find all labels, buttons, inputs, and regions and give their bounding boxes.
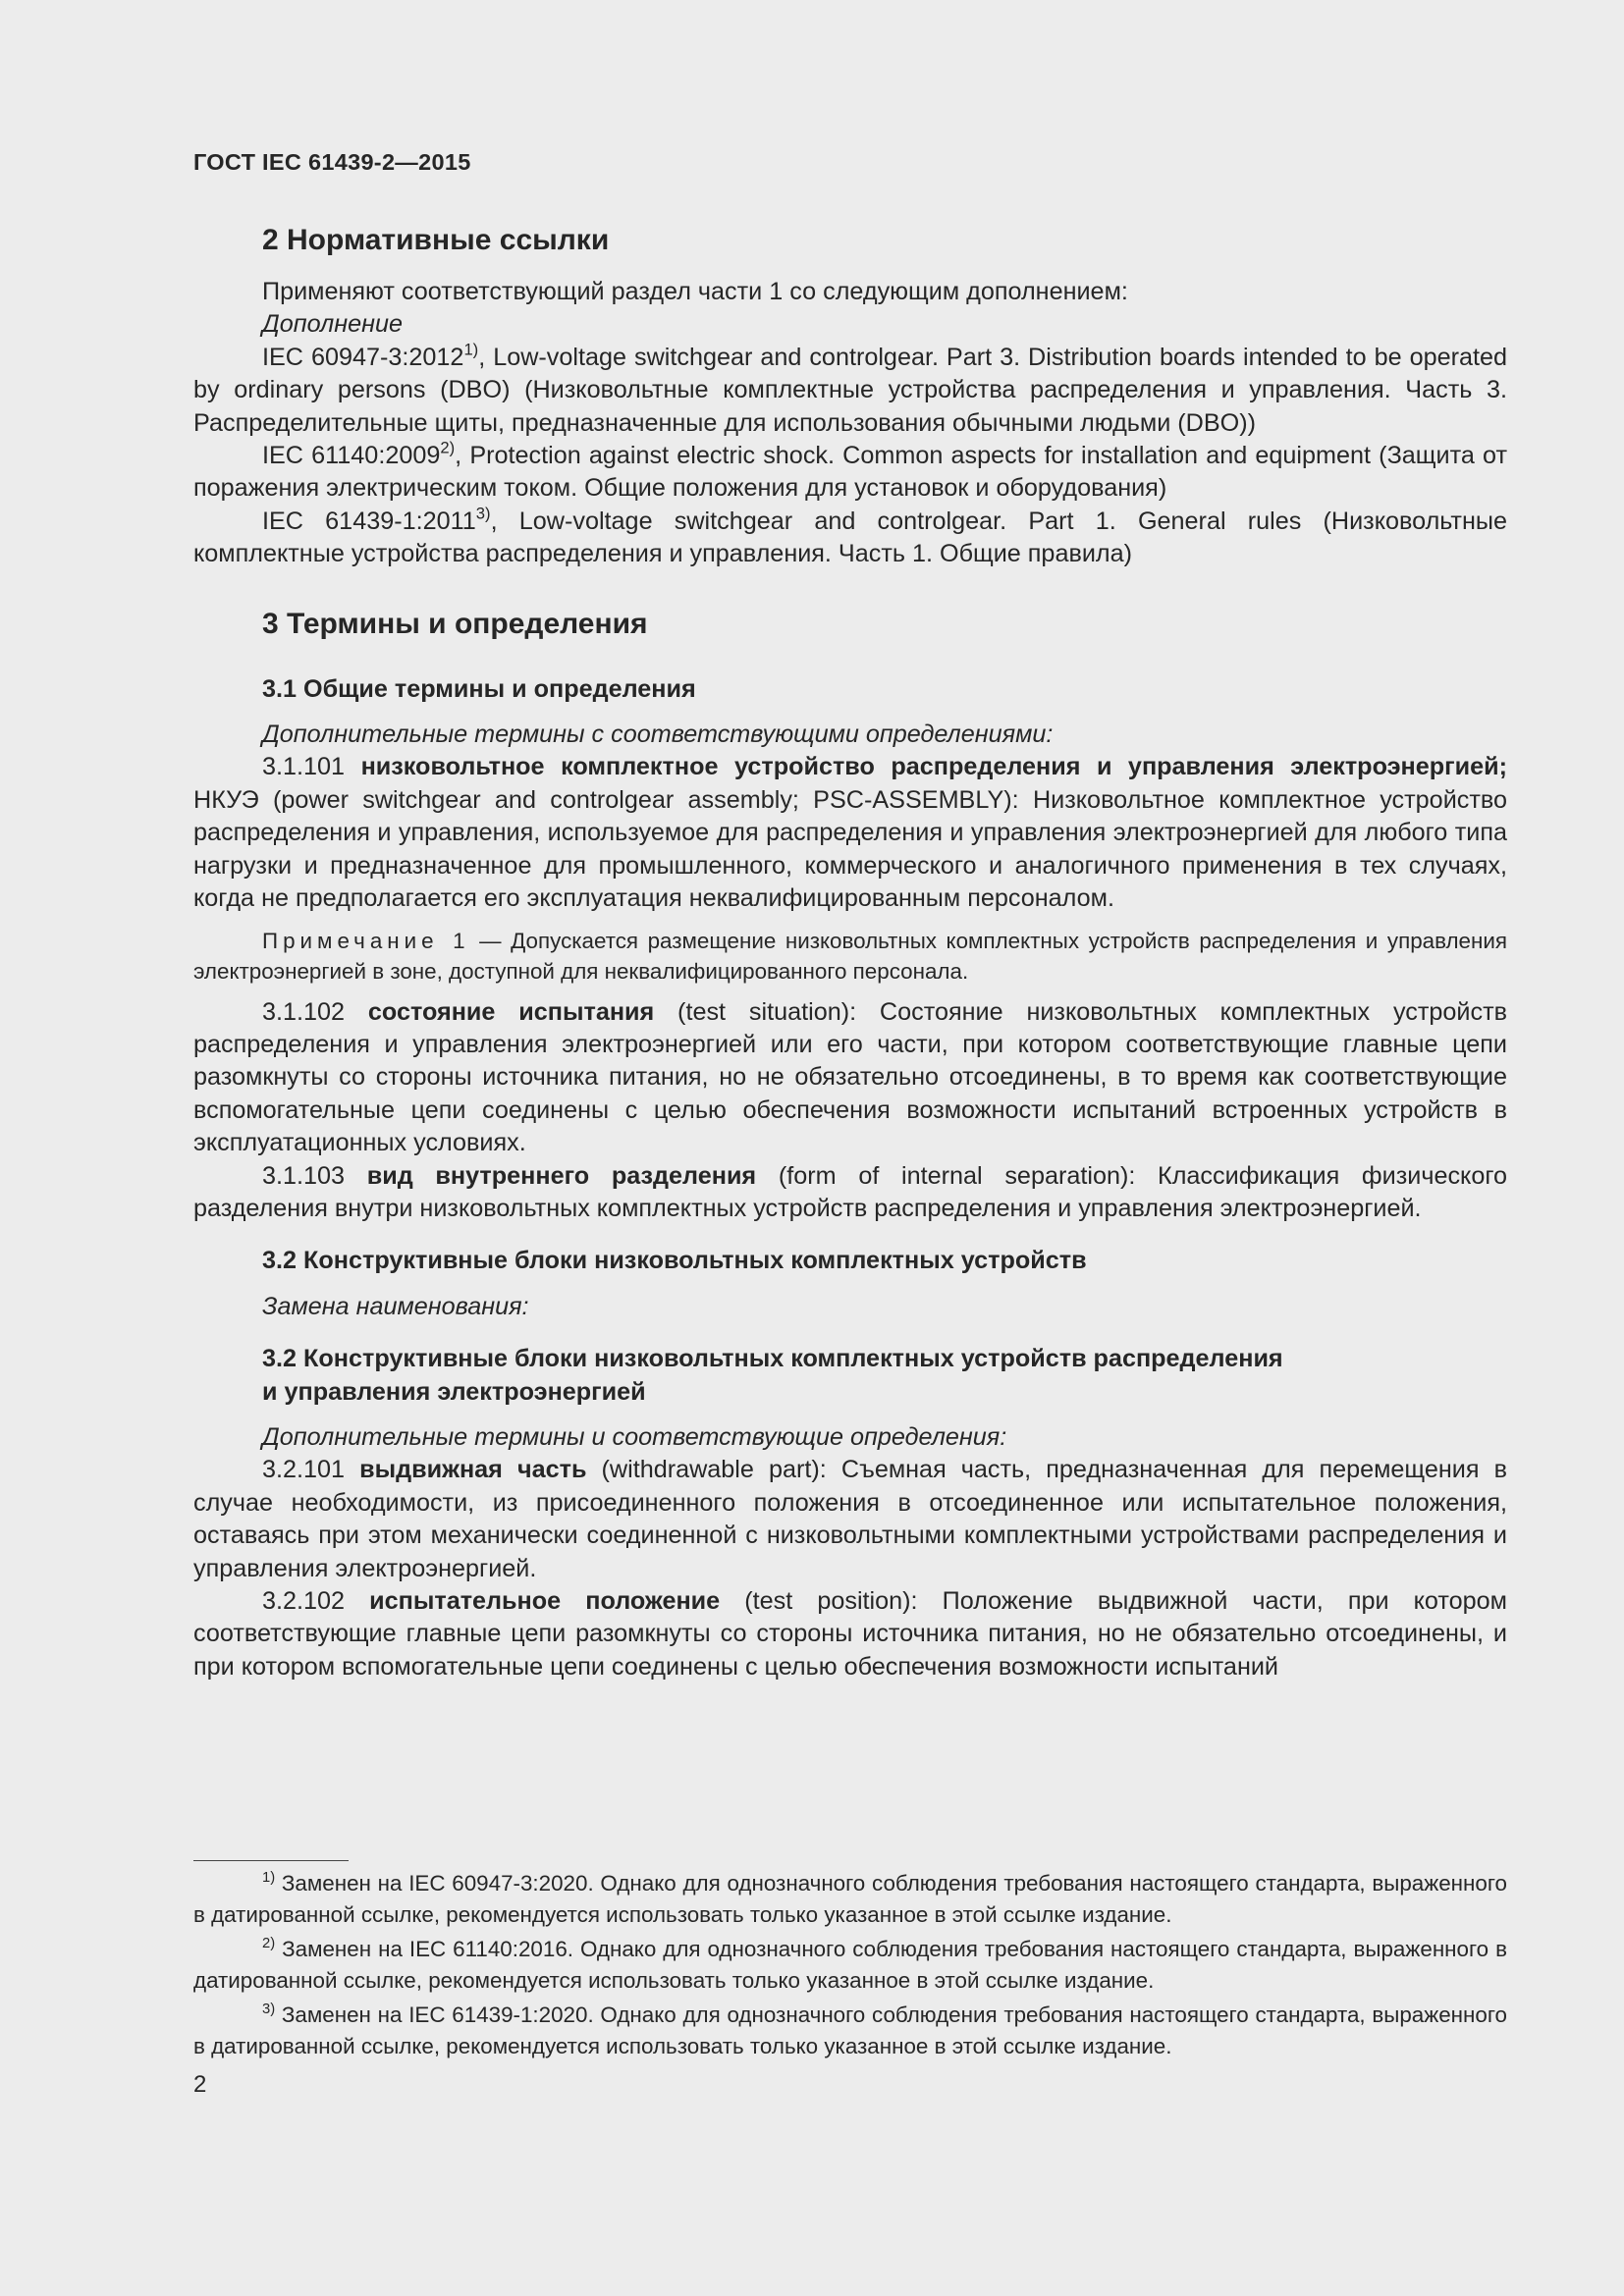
normative-ref-2 — [193, 440, 1507, 506]
normative-ref-1 — [193, 342, 1507, 440]
footnote-mark: 3) — [475, 504, 491, 523]
term-3-1-102 — [193, 996, 1507, 1160]
new-heading-line-2: и управления электроэнергией — [262, 1377, 646, 1406]
term-name: состояние испытания — [367, 997, 655, 1026]
ref-id: IEC 61140:2009 — [262, 442, 441, 470]
term-definition: НКУЭ (power switchgear and controlgear assembly; PSC-ASSEMBLY): Низковольтное комплектное устройство распределения и управления, используемое для распределения и управления электроэнергией для любого типа нагрузки и предназначенное для промышленного, коммерческого и аналогичного применения в тех случаях, когда не предполагается его эксплуатация неквалифицированным персоналом. — [193, 785, 1507, 913]
section-2-addition-label: Дополнение — [262, 310, 404, 339]
term-3-2-101 — [193, 1454, 1507, 1585]
section-2-heading: 2 Нормативные ссылки — [262, 224, 610, 256]
subsection-3-1-heading: 3.1 Общие термины и определения — [262, 674, 696, 703]
term-definition: (form of internal separation): Классификация физического разделения внутри низковольтных комплектных устройств распределения и управления электроэнергией. — [193, 1161, 1507, 1222]
subsection-3-2-heading: 3.2 Конструктивные блоки низковольтных комплектных устройств — [262, 1247, 1087, 1275]
footnote-divider — [193, 1860, 349, 1861]
footnote-mark: 2) — [262, 1935, 276, 1951]
footnote-mark: 2) — [440, 438, 456, 457]
term-name: испытательное положение — [369, 1587, 721, 1615]
section-2-intro: Применяют соответствующий раздел части 1 со следующим дополнением: — [262, 278, 1128, 305]
footnote-1 — [193, 1868, 1507, 1930]
ref-id: IEC 61439-1:2011 — [262, 507, 476, 535]
subsection-3-1-intro: Дополнительные термины с соответствующими определениями: — [262, 721, 1054, 749]
term-name: выдвижная часть — [359, 1456, 587, 1484]
term-definition: (withdrawable part): Съемная часть, предназначенная для перемещения в случае необходимости, из присоединенного положения в отсоединенное или испытательное положения, оставаясь при этом механически соединенной с низковольтными комплектными устройствами распределения и управления электроэнергией. — [193, 1456, 1507, 1582]
term-number: 3.2.101 — [262, 1456, 360, 1484]
subsection-3-2-new-heading — [193, 1343, 1507, 1409]
footnote-2 — [193, 1934, 1507, 1996]
footnote-text: Заменен на IEC 61439-1:2020. Однако для однозначного соблюдения требования настоящего стандарта, выраженного в датированной ссылке, рекомендуется использовать только указанное в этой ссылке издание. — [193, 2002, 1507, 2058]
footnotes — [193, 1868, 1507, 2065]
footnote-3 — [193, 2000, 1507, 2061]
term-definition: (test situation): Состояние низковольтных комплектных устройств распределения и управления электроэнергией или его части, при котором соответствующие главные цепи разомкнуты со стороны источника питания, но не обязательно отсоединены, в то время как соответствующие вспомогательные цепи соединены с целью обеспечения возможности испытаний встроенных устройств в эксплуатационных условиях. — [193, 997, 1507, 1157]
term-number: 3.1.101 — [262, 753, 361, 781]
note-label: Примечание — [262, 928, 439, 953]
footnote-mark: 3) — [262, 2001, 276, 2017]
term-number: 3.1.102 — [262, 997, 368, 1026]
footnote-text: Заменен на IEC 61140:2016. Однако для однозначного соблюдения требования настоящего стандарта, выраженного в датированной ссылке, рекомендуется использовать только указанное в этой ссылке издание. — [193, 1937, 1507, 1993]
term-number: 3.1.103 — [262, 1161, 367, 1190]
note-1 — [193, 926, 1507, 987]
ref-text: , Low-voltage switchgear and controlgear. Part 3. Distribution boards intended to be operated by ordinary persons (DBO) (Низковольтные комплектные устройства распределения и управления. Часть 3. Распределительные щиты, предназначенные для использования обычными людьми (DBO)) — [193, 343, 1508, 437]
footnote-text: Заменен на IEC 60947-3:2020. Однако для однозначного соблюдения требования настоящего стандарта, выраженного в датированной ссылке, рекомендуется использовать только указанное в этой ссылке издание. — [193, 1871, 1507, 1927]
term-name: низковольтное комплектное устройство распределения и управления электроэнергией; — [360, 753, 1507, 781]
ref-id: IEC 60947-3:2012 — [262, 343, 464, 371]
term-3-1-103 — [193, 1160, 1507, 1226]
new-heading-line-1: 3.2 Конструктивные блоки низковольтных комплектных устройств распределения — [262, 1345, 1283, 1373]
subsection-3-2-intro: Дополнительные термины и соответствующие определения: — [262, 1422, 1007, 1451]
ref-text: , Protection against electric shock. Common aspects for installation and equipment (Защита от поражения электрическим током. Общие положения для установок и оборудования) — [193, 442, 1507, 503]
section-3-heading: 3 Термины и определения — [262, 607, 648, 640]
term-3-2-102 — [193, 1585, 1507, 1683]
term-definition: (test position): Положение выдвижной части, при котором соответствующие главные цепи разомкнуты со стороны источника питания, но не обязательно отсоединены, и при котором вспомогательные цепи соединены с целью обеспечения возможности испытаний — [193, 1587, 1507, 1681]
normative-ref-3 — [193, 506, 1507, 571]
term-number: 3.2.102 — [262, 1587, 370, 1615]
term-3-1-101 — [193, 751, 1507, 915]
page-number: 2 — [193, 2071, 207, 2098]
term-name: вид внутреннего разделения — [366, 1161, 757, 1190]
replacement-label: Замена наименования: — [262, 1292, 529, 1320]
note-text: — Допускается размещение низковольтных комплектных устройств распределения и управления электроэнергией в зоне, доступной для неквалифицированного персонала. — [193, 928, 1507, 984]
document-header: ГОСТ IEC 61439-2—2015 — [193, 149, 471, 175]
footnote-mark: 1) — [463, 340, 479, 359]
ref-text: , Low-voltage switchgear and controlgear. Part 1. General rules (Низковольтные комплектные устройства распределения и управления. Часть 1. Общие правила) — [193, 507, 1507, 568]
note-number: 1 — [438, 928, 470, 953]
footnote-mark: 1) — [262, 1869, 276, 1886]
document-body — [193, 221, 1507, 1683]
